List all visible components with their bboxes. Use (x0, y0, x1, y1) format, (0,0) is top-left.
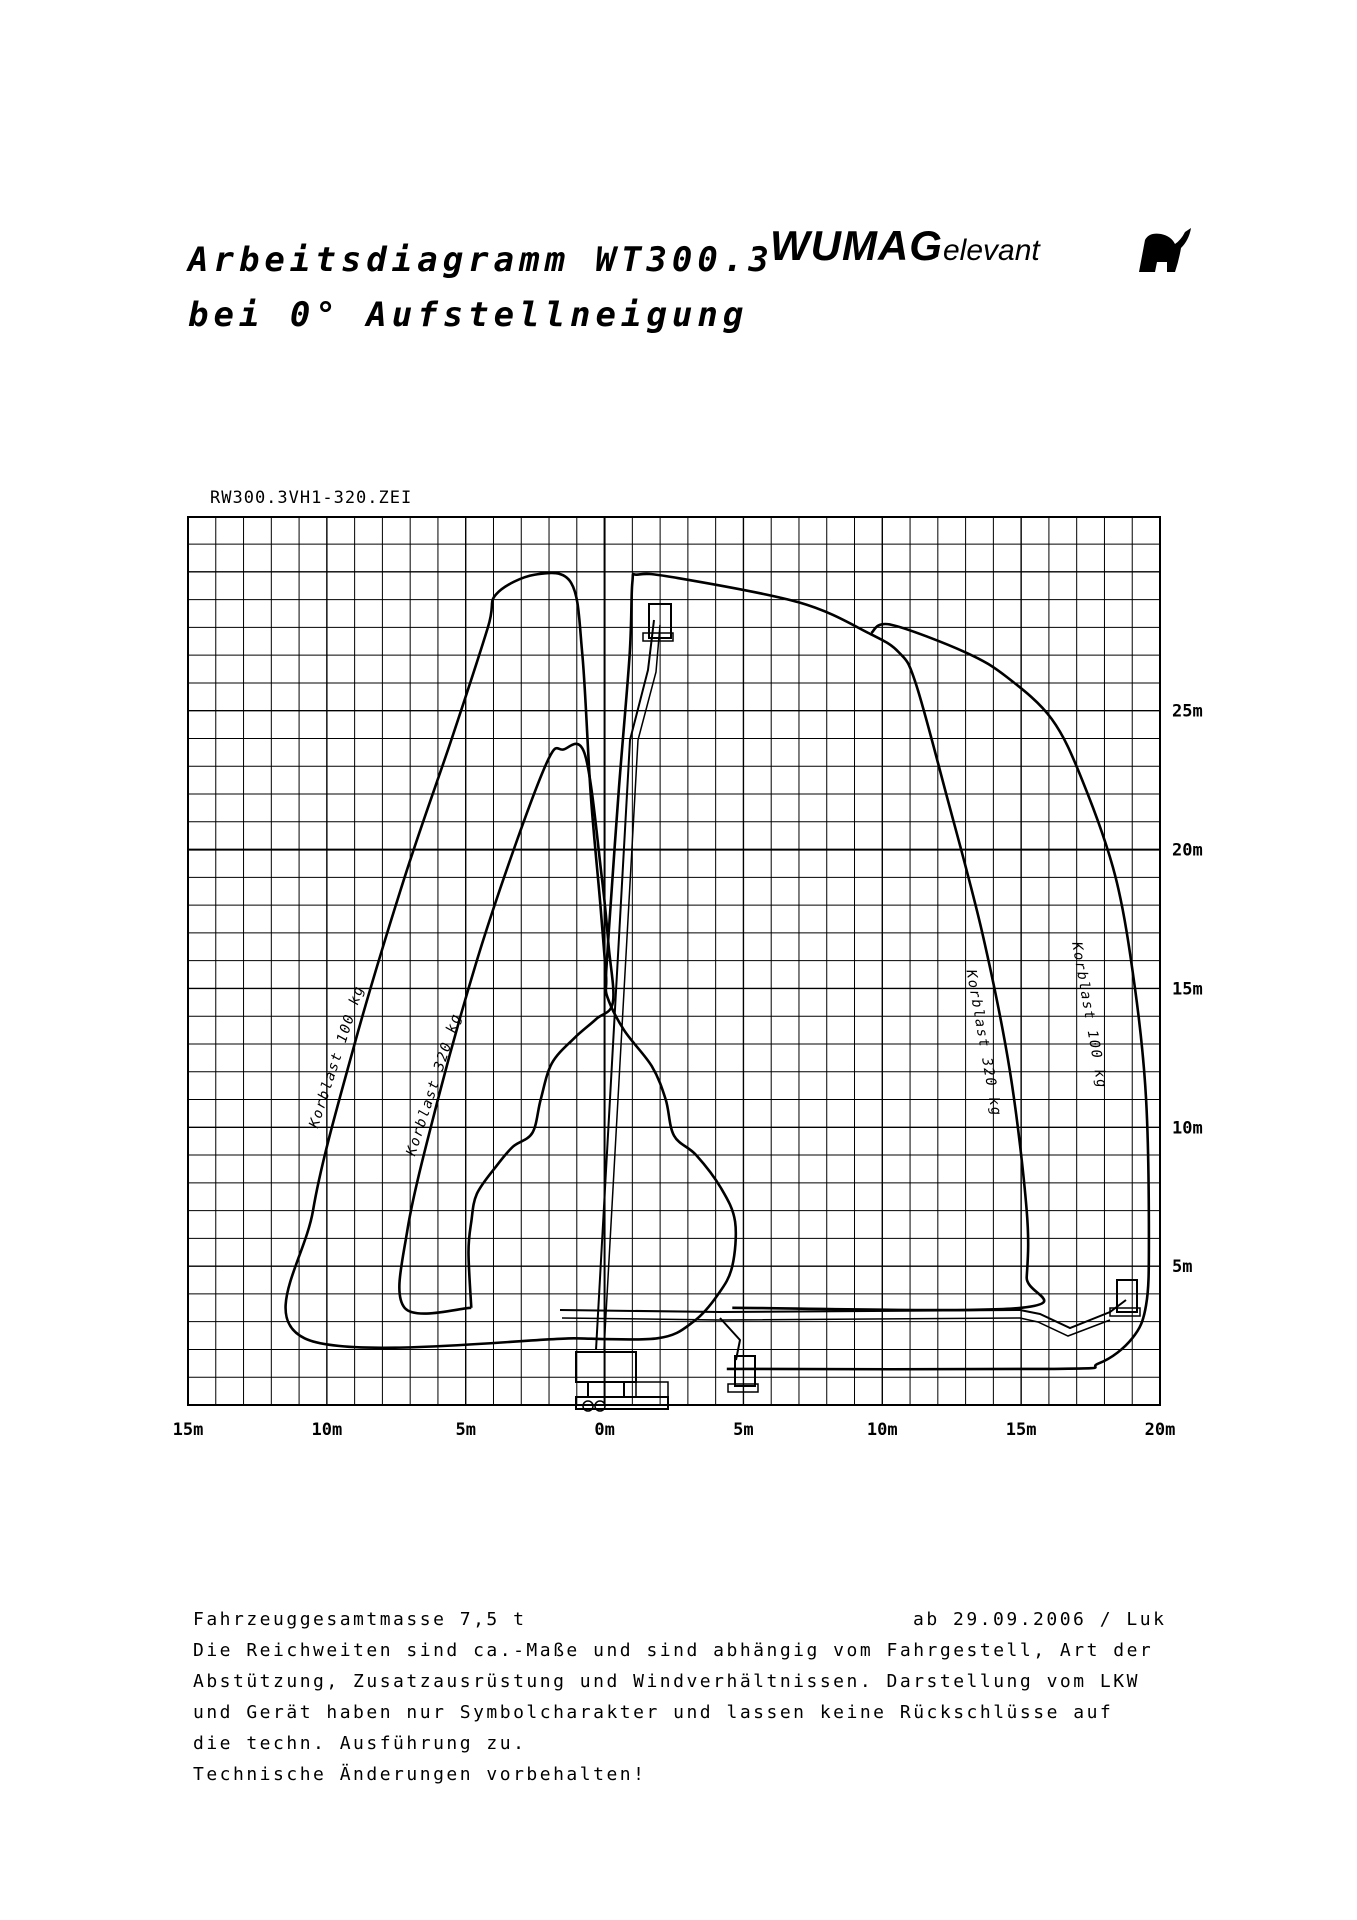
grid (188, 517, 1160, 1405)
y-tick-label: 25m (1172, 701, 1203, 722)
note-line-4: die techn. Ausführung zu. (193, 1733, 527, 1754)
x-tick-label: 10m (311, 1420, 343, 1440)
x-tick-label: 5m (455, 1420, 476, 1440)
curve-label-left-inner: Korblast 320 kg (403, 1011, 465, 1158)
x-tick-label: 20m (1144, 1420, 1176, 1440)
curve-label-right-inner: Korblast 320 kg (962, 968, 1005, 1119)
diagram-title: Arbeitsdiagramm WT300.3 (188, 240, 774, 280)
x-tick-label: 0m (594, 1420, 615, 1440)
chart-code: RW300.3VH1-320.ZEI (210, 488, 413, 508)
note-line-5: Technische Änderungen vorbehalten! (193, 1764, 647, 1785)
note-line-1: Die Reichweiten sind ca.-Maße und sind abhängig vom Fahrgestell, Art der (193, 1640, 1154, 1661)
x-tick-label: 15m (172, 1420, 204, 1440)
vehicle-mass-note: Fahrzeuggesamtmasse 7,5 t (193, 1609, 527, 1630)
x-tick-label: 10m (866, 1420, 898, 1440)
y-tick-label: 20m (1172, 840, 1203, 861)
y-tick-label: 10m (1172, 1118, 1203, 1139)
curve-label-left-outer: Korblast 100 kg (306, 983, 368, 1130)
curve-label-right-outer: Korblast 100 kg (1068, 940, 1110, 1091)
revision-date: ab 29.09.2006 / Luk (913, 1609, 1167, 1630)
logo-brand: WUMAG (770, 222, 943, 269)
note-line-2: Abstützung, Zusatzausrüstung und Windverhältnissen. Darstellung vom LKW (193, 1671, 1140, 1692)
y-tick-label: 15m (1172, 979, 1203, 1000)
envelope-left-inner (399, 744, 613, 1314)
y-tick-label: 5m (1172, 1257, 1193, 1278)
note-line-3: und Gerät haben nur Symbolcharakter und lassen keine Rückschlüsse auf (193, 1702, 1114, 1723)
envelope-right-inner (606, 574, 1044, 1310)
x-tick-label: 5m (733, 1420, 754, 1440)
machine-illustrations (560, 604, 1140, 1411)
logo-suffix: elevant (942, 234, 1040, 267)
x-tick-label: 15m (1005, 1420, 1037, 1440)
diagram-subtitle: bei 0° Aufstellneigung (188, 295, 749, 335)
